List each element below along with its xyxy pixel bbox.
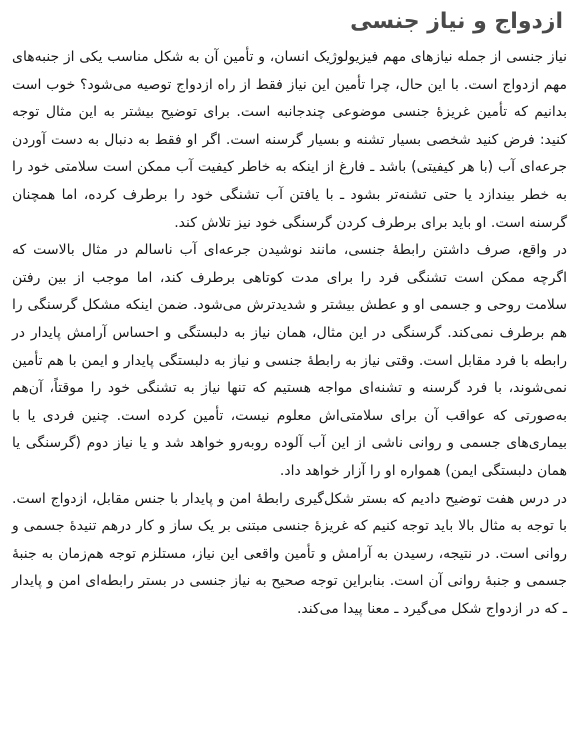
paragraph-marriage-context: در درس هفت توضیح دادیم که بستر شکل‌گیری رابطهٔ امن و پایدار با جنس مقابل، ازدواج است. با توجه به مثال بالا باید توجه کنیم که غریزهٔ جنسی مبتنی بر یک ساز و کار درهم تنیدهٔ جسمی و روانی است. در نتیجه، رسیدن به آرامش و تأمین واقعی این نیاز، مستلزم توجه هم‌زمان به جنبهٔ جسمی و جنبهٔ روانی آن است. بنابراین توجه صحیح به نیاز جنسی در بستر رابطه‌ای امن و پایدار ـ که در ازدواج شکل می‌گیرد ـ معنا پیدا می‌کند. — [12, 490, 567, 617]
paragraph-sexual-need-intro: نیاز جنسی از جمله نیازهای مهم فیزیولوژیک انسان، و تأمین آن به شکل مناسب یکی از جنبه‌های مهم ازدواج است. با این حال، چرا تأمین این نیاز فقط از راه ازدواج توصیه می‌شود؟ خوب است بدانیم که تأمین غریزهٔ جنسی موضوعی چندجانبه است. برای توضیح بیشتر به این مثال توجه کنید: فرض کنید شخصی بسیار تشنه و بسیار گرسنه است. اگر او فقط به دنبال به دست آوردن جرعه‌ای آب (با هر کیفیتی) باشد ـ فارغ از اینکه به خاطر کیفیت آب ممکن است سلامتی خود را به خطر بیندازد یا حتی تشنه‌تر بشود ـ با یافتن آب تشنگی خود را برطرف کرده، اما همچنان گرسنه است. او باید برای برطرف کردن گرسنگی خود نیز تلاش کند. — [12, 49, 567, 231]
section-title: ازدواج و نیاز جنسی — [350, 9, 563, 34]
paragraph-unhealthy-relationship: در واقع، صرف داشتن رابطهٔ جنسی، مانند نوشیدن جرعه‌ای آب ناسالم در مثال بالاست که اگرچه ممکن است تشنگی فرد را برای مدت کوتاهی برطرف کند، اما موجب از بین رفتن سلامت روحی و جسمی او و عطش بیشتر و شدیدترش می‌شود. ضمن اینکه مشکل گرسنگی را هم برطرف نمی‌کند. گرسنگی در این مثال، همان نیاز به دلبستگی و احساس آرامش پایدار در رابطه با فرد مقابل است. وقتی نیاز به رابطهٔ جنسی و نیاز به دلبستگی پایدار و ایمن با هم تأمین نمی‌شوند، با فرد گرسنه و تشنه‌ای مواجه هستیم که تنها نیاز به تشنگی خود را موقتاً، آن‌هم به‌صورتی که عواقب آن برای سلامتی‌اش معلوم نیست، تأمین کرده است. چنین فردی یا با بیماری‌های جسمی و روانی ناشی از این آب آلوده روبه‌رو خواهد شد و یا نیاز دوم (گرسنگی یا همان دلبستگی ایمن) همواره او را آزار خواهد داد. — [12, 242, 567, 479]
